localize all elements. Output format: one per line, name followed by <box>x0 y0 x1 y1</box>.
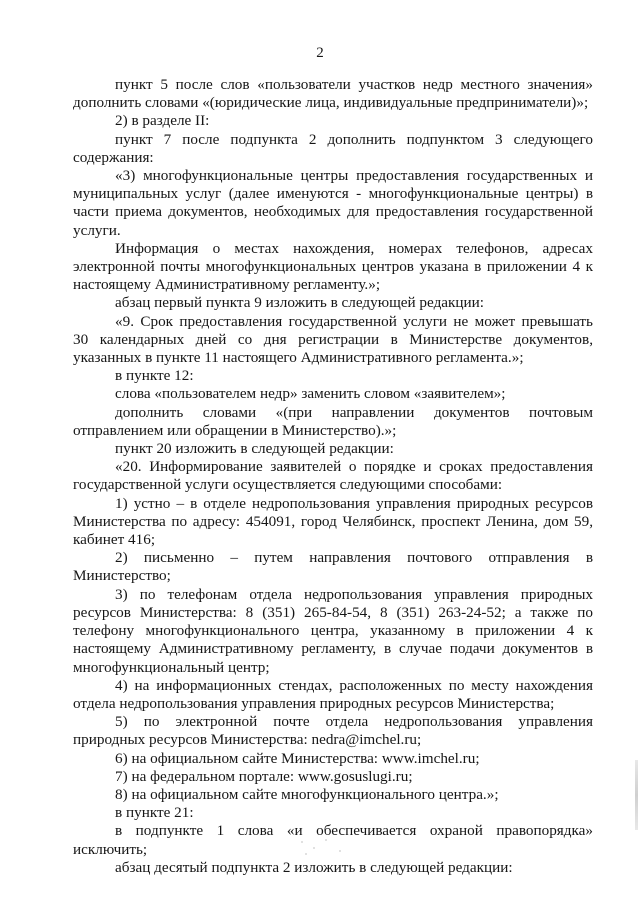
paragraph-14: 2) письменно – путем направления почтового отправления в Министерство; <box>73 549 593 585</box>
scan-edge-mark <box>635 760 638 830</box>
paragraph-2: 2) в разделе II: <box>115 112 210 130</box>
paragraph-21: в пункте 21: <box>115 804 194 822</box>
paragraph-6: абзац первый пункта 9 изложить в следующей редакции: <box>115 294 485 312</box>
paragraph-4: «3) многофункциональные центры предоставления государственных и муниципальных услуг (далее именуются - многофункциональные центры) в части приема документов, необходимых для предоставления государственной услуги. <box>73 167 593 239</box>
paragraph-17: 5) по электронной почте отдела недропользования управления природных ресурсов Министерства: nedra@imchel.ru; <box>73 713 593 749</box>
paragraph-11: пункт 20 изложить в следующей редакции: <box>115 440 394 458</box>
document-body <box>73 76 593 877</box>
page-number: 2 <box>316 45 324 61</box>
paragraph-22: в подпункте 1 слова «и обеспечивается охраной правопорядка» исключить; <box>73 822 593 858</box>
paragraph-12: «20. Информирование заявителей о порядке и сроках предоставления государственной услуги осуществляется следующими способами: <box>73 458 593 494</box>
paragraph-20: 8) на официальном сайте многофункционального центра.»; <box>115 785 499 803</box>
paragraph-8: в пункте 12: <box>115 367 194 385</box>
paragraph-13: 1) устно – в отделе недропользования управления природных ресурсов Министерства по адресу: 454091, город Челябинск, проспект Ленина, дом 59, кабинет 416; <box>73 494 593 549</box>
paragraph-5: Информация о местах нахождения, номерах телефонов, адресах электронной почты многофункциональных центров указана в приложении 4 к настоящему Административному регламенту.»; <box>73 239 593 294</box>
paragraph-1: пункт 5 после слов «пользователи участков недр местного значения» дополнить словами «(юридические лица, индивидуальные предприниматели)»; <box>73 76 593 112</box>
paragraph-3: пункт 7 после подпункта 2 дополнить подпунктом 3 следующего содержания: <box>73 130 593 166</box>
paragraph-15: 3) по телефонам отдела недропользования управления природных ресурсов Министерства: 8 (351) 265-84-54, 8 (351) 263-24-52; а также по телефону многофункционального центра, указанному в приложении 4 к настоящему Административному регламенту, в случае подачи документов в многофункциональный центр; <box>73 585 593 676</box>
paragraph-23: абзац десятый подпункта 2 изложить в следующей редакции: <box>115 858 513 876</box>
paragraph-9: слова «пользователем недр» заменить словом «заявителем»; <box>115 385 506 403</box>
paragraph-19: 7) на федеральном портале: www.gosuslugi.ru; <box>115 767 413 785</box>
paragraph-10: дополнить словами «(при направлении документов почтовым отправлением или обращении в Министерство).»; <box>73 403 593 439</box>
paragraph-7: «9. Срок предоставления государственной услуги не может превышать 30 календарных дней со дня регистрации в Министерстве документов, указанных в пункте 11 настоящего Административного регламента.»; <box>73 312 593 367</box>
paragraph-18: 6) на официальном сайте Министерства: www.imchel.ru; <box>115 749 480 767</box>
paragraph-16: 4) на информационных стендах, расположенных по месту нахождения отдела недропользования управления природных ресурсов Министерства; <box>73 676 593 712</box>
scan-noise <box>296 836 348 858</box>
